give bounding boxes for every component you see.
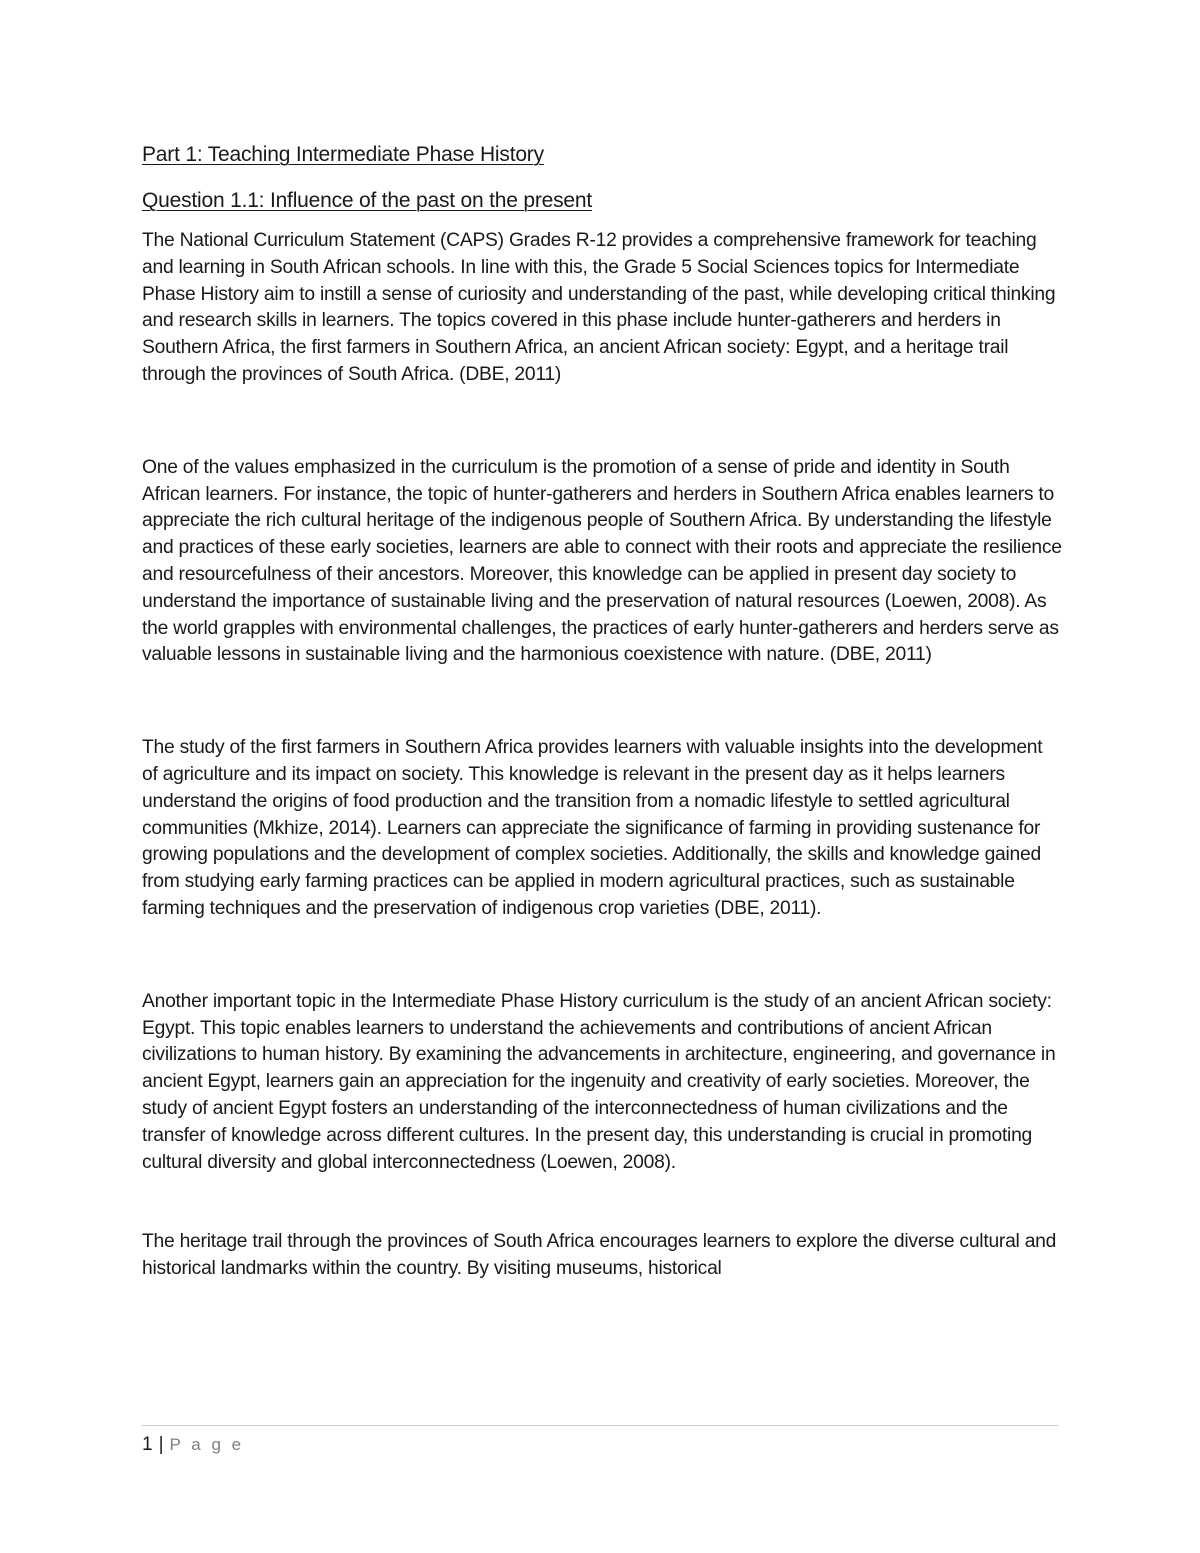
- footer-divider: [142, 1425, 1058, 1426]
- paragraph-curriculum-overview: The National Curriculum Statement (CAPS) Grades R-12 provides a comprehensive framework for teaching and learning in South African schools. In line with this, the Grade 5 Social Sciences topics for Intermediate Phase History aim to instill a sense of curiosity and understanding of the past, while developing critical thinking and research skills in learners. The topics covered in this phase include hunter-gatherers and herders in Southern Africa, the first farmers in Southern Africa, an ancient African society: Egypt, and a heritage trail through the provinces of South Africa. (DBE, 2011): [142, 230, 1056, 385]
- page-number: 1: [142, 1434, 153, 1455]
- paragraph-heritage-trail: The heritage trail through the provinces of South Africa encourages learners to explore the diverse cultural and historical landmarks within the country. By visiting museums, historical: [142, 1231, 1057, 1280]
- page-body: [142, 140, 1062, 1283]
- paragraph-first-farmers: The study of the first farmers in Southern Africa provides learners with valuable insights into the development of agriculture and its impact on society. This knowledge is relevant in the present day as it helps learners understand the origins of food production and the transition from a nomadic lifestyle to settled agricultural communities (Mkhize, 2014). Learners can appreciate the significance of farming in providing sustenance for growing populations and the development of complex societies. Additionally, the skills and knowledge gained from studying early farming practices can be applied in modern agricultural practices, such as sustainable farming techniques and the preservation of indigenous crop varieties (DBE, 2011).: [142, 737, 1043, 919]
- question-heading: Question 1.1: Influence of the past on the present: [142, 189, 592, 212]
- page-footer: [142, 1432, 244, 1458]
- paragraph-ancient-egypt: Another important topic in the Intermediate Phase History curriculum is the study of an ancient African society: Egypt. This topic enables learners to understand the achievements and contributions of ancient African civilizations to human history. By examining the advancements in architecture, engineering, and governance in ancient Egypt, learners gain an appreciation for the ingenuity and creativity of early societies. Moreover, the study of ancient Egypt fosters an understanding of the interconnectedness of human civilizations and the transfer of knowledge across different cultures. In the present day, this understanding is crucial in promoting cultural diversity and global interconnectedness (Loewen, 2008).: [142, 990, 1056, 1173]
- footer-separator: |: [158, 1434, 164, 1455]
- paragraph-hunter-gatherers: One of the values emphasized in the curriculum is the promotion of a sense of pride and identity in South African learners. For instance, the topic of hunter-gatherers and herders in Southern Africa enables learners to appreciate the rich cultural heritage of the indigenous people of Southern Africa. By understanding the lifestyle and practices of these early societies, learners are able to connect with their roots and appreciate the resilience and resourcefulness of their ancestors. Moreover, this knowledge can be applied in present day society to understand the importance of sustainable living and the preservation of natural resources (Loewen, 2008). As the world grapples with environmental challenges, the practices of early hunter-gatherers and herders serve as valuable lessons in sustainable living and the harmonious coexistence with nature. (DBE, 2011): [142, 456, 1062, 666]
- page-label: P a g e: [169, 1435, 245, 1454]
- part-heading: Part 1: Teaching Intermediate Phase History: [142, 143, 544, 166]
